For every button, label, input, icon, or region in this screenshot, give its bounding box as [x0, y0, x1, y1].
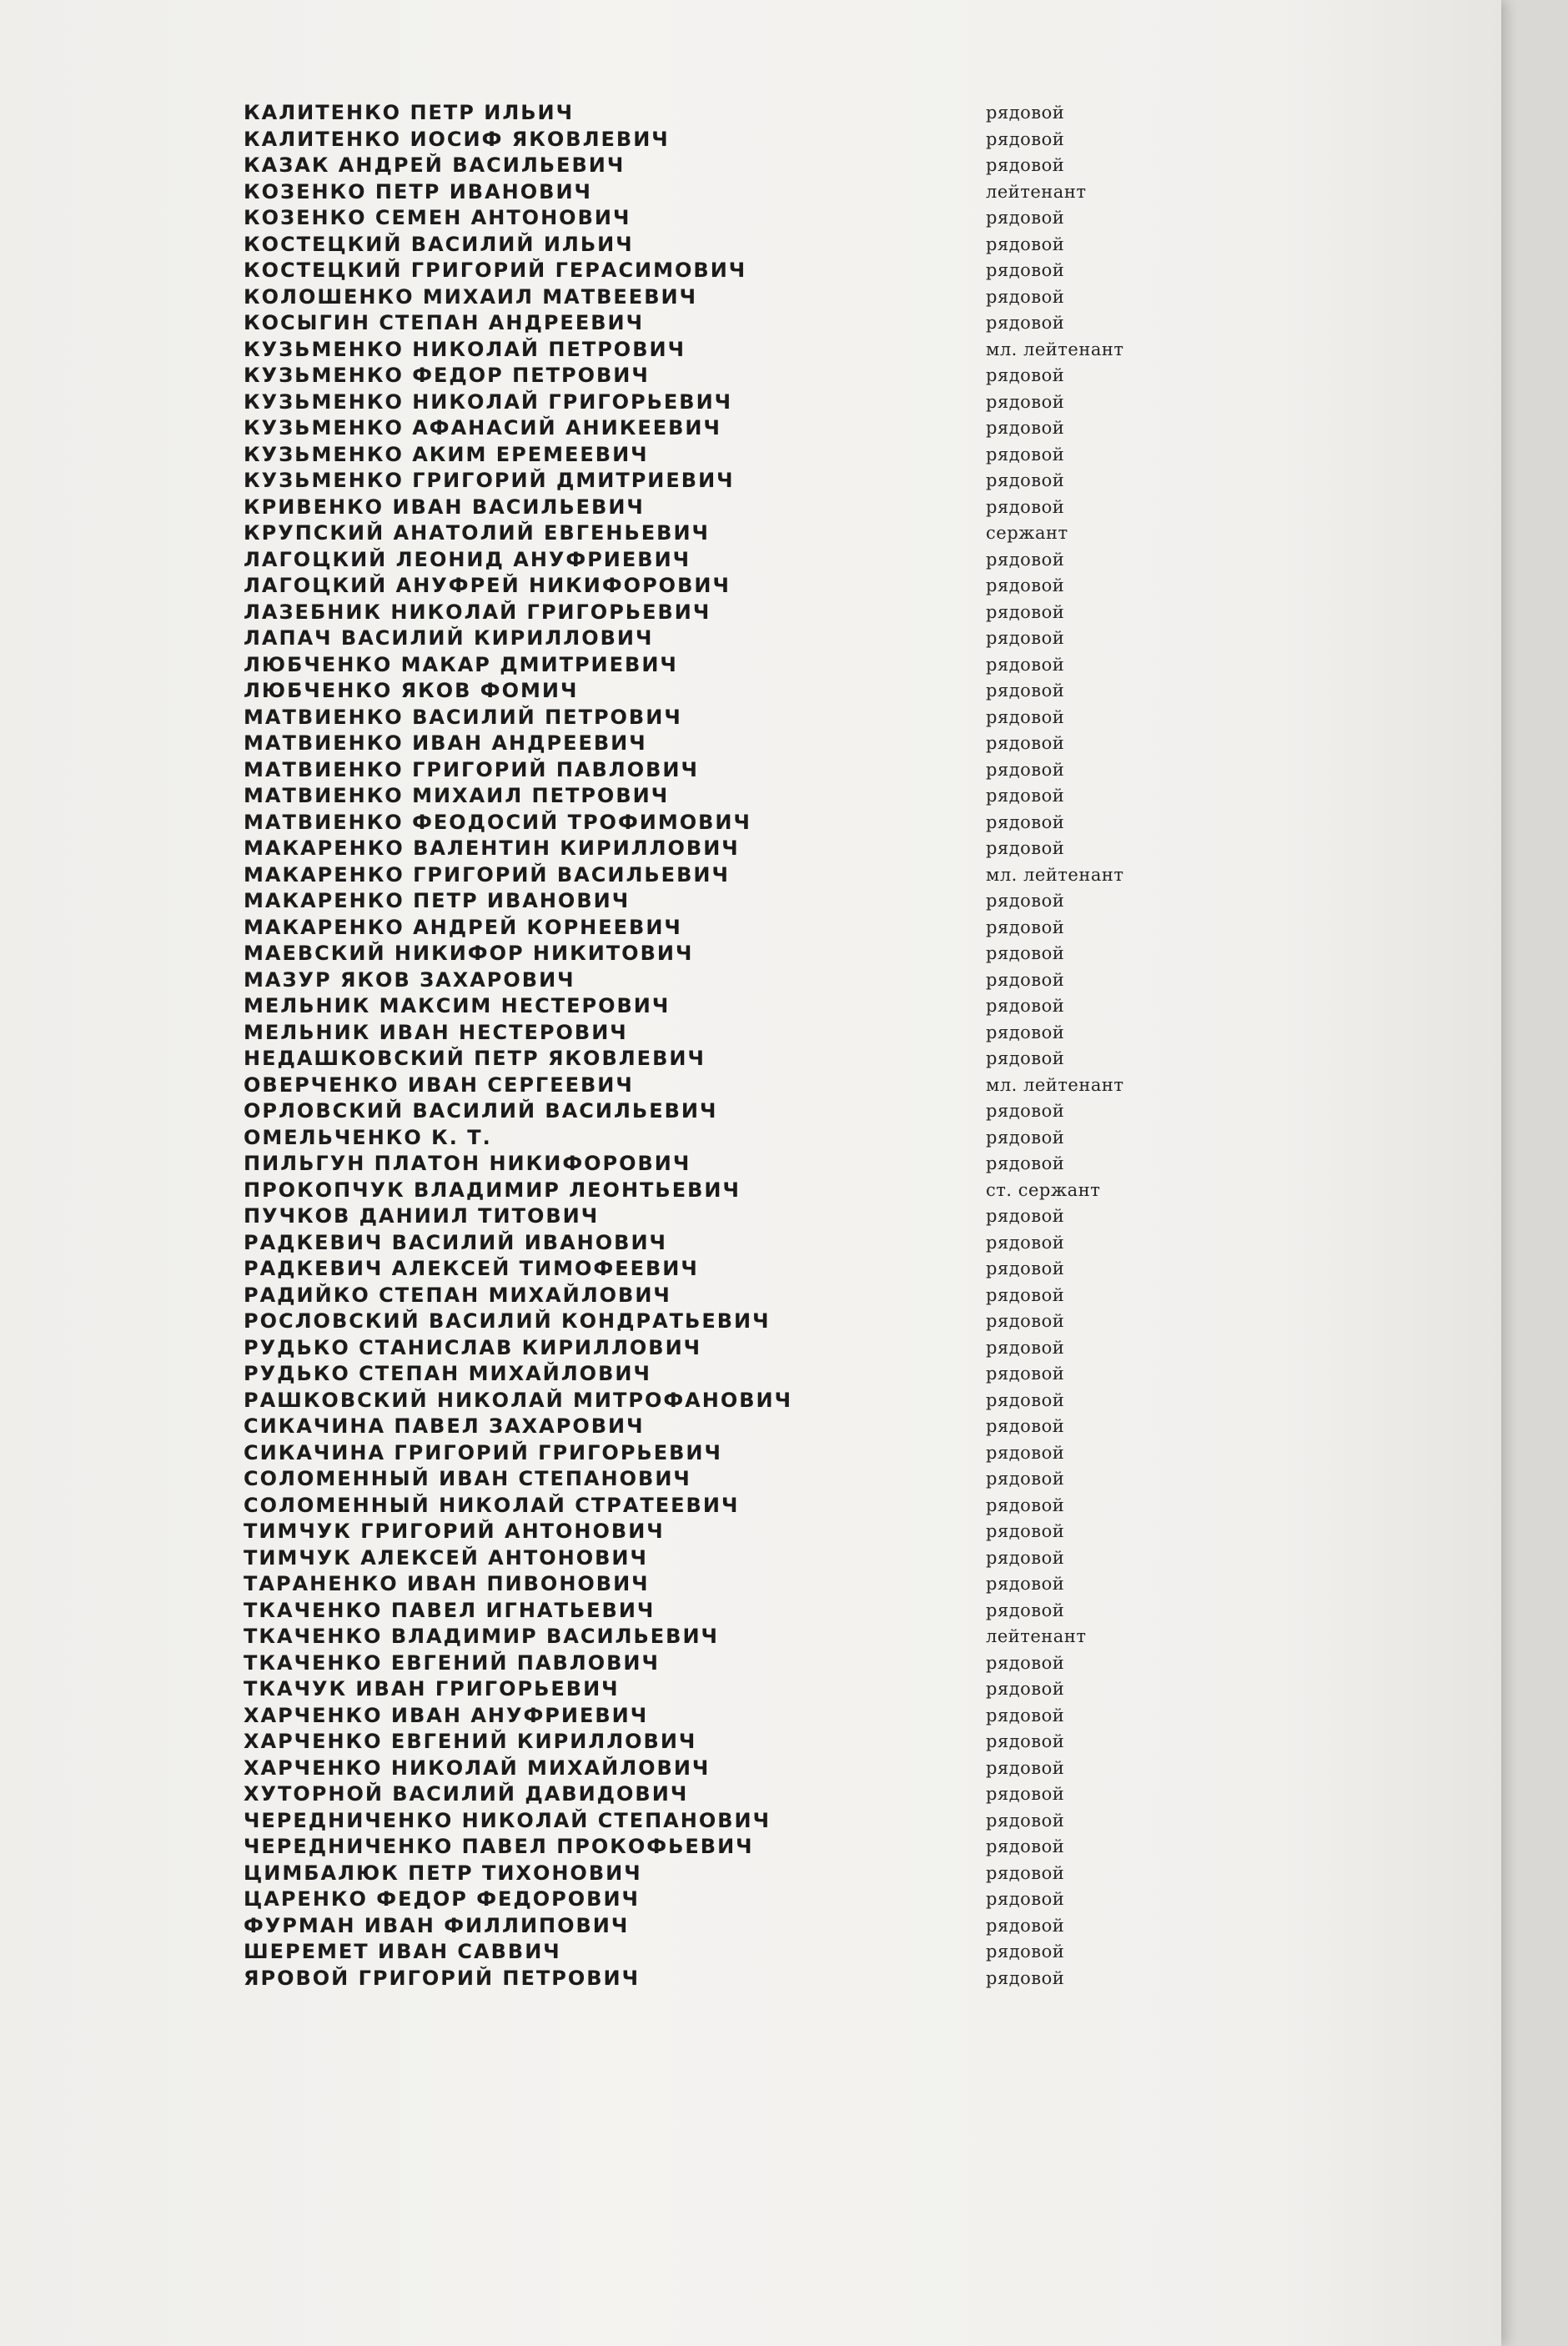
person-name: ТАРАНЕНКО ИВАН ПИВОНОВИЧ: [244, 1572, 650, 1595]
military-rank: рядовой: [986, 996, 1065, 1016]
military-rank: рядовой: [986, 1153, 1065, 1173]
person-name: ЧЕРЕДНИЧЕНКО ПАВЕЛ ПРОКОФЬЕВИЧ: [244, 1835, 754, 1858]
list-item: [244, 705, 1203, 731]
list-item: [244, 1861, 1203, 1887]
person-name: КОЗЕНКО ПЕТР ИВАНОВИЧ: [244, 179, 592, 203]
military-rank: рядовой: [986, 733, 1065, 753]
person-name: ТКАЧЕНКО ВЛАДИМИР ВАСИЛЬЕВИЧ: [244, 1625, 719, 1648]
military-rank: рядовой: [986, 601, 1065, 622]
list-item: [244, 1650, 1203, 1677]
military-rank: рядовой: [986, 1416, 1065, 1436]
military-rank: рядовой: [986, 1652, 1065, 1673]
military-rank: рядовой: [986, 1757, 1065, 1778]
military-rank: мл. лейтенант: [986, 339, 1124, 359]
military-rank: рядовой: [986, 1836, 1065, 1856]
military-rank: рядовой: [986, 1337, 1065, 1358]
military-rank: лейтенант: [986, 181, 1087, 202]
military-rank: рядовой: [986, 969, 1065, 990]
list-item: [244, 1571, 1203, 1598]
list-item: [244, 1283, 1203, 1309]
list-item: [244, 678, 1203, 705]
military-rank: рядовой: [986, 1495, 1065, 1515]
person-name: ЛАГОЦКИЙ АНУФРЕЙ НИКИФОРОВИЧ: [244, 574, 731, 597]
list-item: [244, 389, 1203, 416]
person-name: ОМЕЛЬЧЕНКО К. Т.: [244, 1125, 492, 1149]
military-rank: рядовой: [986, 418, 1065, 438]
person-name: ЛАПАЧ ВАСИЛИЙ КИРИЛЛОВИЧ: [244, 626, 654, 650]
list-item: [244, 1939, 1203, 1966]
military-rank: рядовой: [986, 1784, 1065, 1804]
person-name: СИКАЧИНА ГРИГОРИЙ ГРИГОРЬЕВИЧ: [244, 1440, 722, 1464]
list-item: [244, 1913, 1203, 1940]
person-name: ЛАЗЕБНИК НИКОЛАЙ ГРИГОРЬЕВИЧ: [244, 600, 711, 624]
military-rank: рядовой: [986, 1521, 1065, 1541]
list-item: [244, 1624, 1203, 1650]
list-item: [244, 783, 1203, 810]
person-name: КУЗЬМЕНКО ФЕДОР ПЕТРОВИЧ: [244, 364, 650, 387]
military-rank: рядовой: [986, 1442, 1065, 1463]
person-name: ПУЧКОВ ДАНИИЛ ТИТОВИЧ: [244, 1204, 600, 1228]
military-rank: ст. сержант: [986, 1179, 1101, 1200]
list-item: [244, 179, 1203, 206]
military-rank: рядовой: [986, 549, 1065, 570]
military-rank: рядовой: [986, 786, 1065, 806]
person-name: ШЕРЕМЕТ ИВАН САВВИЧ: [244, 1940, 561, 1963]
list-item: [244, 520, 1203, 547]
person-name: КОСТЕЦКИЙ ГРИГОРИЙ ГЕРАСИМОВИЧ: [244, 259, 747, 282]
person-name: КОСТЕЦКИЙ ВАСИЛИЙ ИЛЬИЧ: [244, 232, 634, 256]
person-name: СОЛОМЕННЫЙ ИВАН СТЕПАНОВИЧ: [244, 1467, 691, 1490]
list-item: [244, 967, 1203, 994]
military-rank: рядовой: [986, 1679, 1065, 1699]
military-rank: рядовой: [986, 654, 1065, 675]
person-name: ФУРМАН ИВАН ФИЛЛИПОВИЧ: [244, 1913, 630, 1937]
person-name: КУЗЬМЕНКО ГРИГОРИЙ ДМИТРИЕВИЧ: [244, 469, 735, 492]
list-item: [244, 547, 1203, 574]
military-rank: рядовой: [986, 811, 1065, 832]
person-name: КОЛОШЕНКО МИХАИЛ МАТВЕЕВИЧ: [244, 284, 697, 309]
names-list: [244, 100, 1203, 1992]
military-rank: рядовой: [986, 1364, 1065, 1384]
list-item: [244, 1125, 1203, 1152]
military-rank: рядовой: [986, 1574, 1065, 1594]
list-item: [244, 100, 1203, 127]
military-rank: рядовой: [986, 706, 1065, 727]
list-item: [244, 205, 1203, 232]
person-name: КУЗЬМЕНКО НИКОЛАЙ ПЕТРОВИЧ: [244, 337, 686, 361]
list-item: [244, 337, 1203, 364]
military-rank: рядовой: [986, 1810, 1065, 1831]
person-name: РАДКЕВИЧ ВАСИЛИЙ ИВАНОВИЧ: [244, 1230, 667, 1254]
list-item: [244, 1414, 1203, 1440]
military-rank: рядовой: [986, 759, 1065, 780]
list-item: [244, 415, 1203, 442]
list-item: [244, 1203, 1203, 1230]
military-rank: мл. лейтенант: [986, 864, 1124, 885]
list-item: [244, 652, 1203, 679]
person-name: МАКАРЕНКО ПЕТР ИВАНОВИЧ: [244, 889, 631, 912]
list-item: [244, 1886, 1203, 1913]
person-name: ОРЛОВСКИЙ ВАСИЛИЙ ВАСИЛЬЕВИЧ: [244, 1099, 718, 1123]
military-rank: рядовой: [986, 155, 1065, 175]
military-rank: рядовой: [986, 917, 1065, 937]
list-item: [244, 258, 1203, 284]
military-rank: рядовой: [986, 1048, 1065, 1068]
list-item: [244, 625, 1203, 652]
list-item: [244, 1361, 1203, 1388]
list-item: [244, 1703, 1203, 1730]
person-name: СИКАЧИНА ПАВЕЛ ЗАХАРОВИЧ: [244, 1414, 645, 1438]
list-item: [244, 1335, 1203, 1362]
person-name: РУДЬКО СТЕПАН МИХАЙЛОВИЧ: [244, 1362, 651, 1385]
list-item: [244, 1178, 1203, 1204]
military-rank: рядовой: [986, 103, 1065, 123]
person-name: ЛЮБЧЕНКО МАКАР ДМИТРИЕВИЧ: [244, 652, 678, 676]
person-name: ТКАЧЕНКО ЕВГЕНИЙ ПАВЛОВИЧ: [244, 1650, 660, 1675]
military-rank: рядовой: [986, 1547, 1065, 1568]
list-item: [244, 1676, 1203, 1703]
list-item: [244, 1256, 1203, 1283]
list-item: [244, 993, 1203, 1020]
person-name: КАЛИТЕНКО ПЕТР ИЛЬИЧ: [244, 101, 575, 124]
person-name: СОЛОМЕННЫЙ НИКОЛАЙ СТРАТЕЕВИЧ: [244, 1493, 740, 1517]
person-name: ЛАГОЦКИЙ ЛЕОНИД АНУФРИЕВИЧ: [244, 547, 691, 571]
military-rank: рядовой: [986, 1311, 1065, 1331]
person-name: МАКАРЕНКО ВАЛЕНТИН КИРИЛЛОВИЧ: [244, 836, 740, 860]
person-name: РАШКОВСКИЙ НИКОЛАЙ МИТРОФАНОВИЧ: [244, 1388, 792, 1412]
person-name: НЕДАШКОВСКИЙ ПЕТР ЯКОВЛЕВИЧ: [244, 1047, 706, 1070]
list-item: [244, 1519, 1203, 1545]
list-item: [244, 1781, 1203, 1808]
list-item: [244, 495, 1203, 521]
list-item: [244, 232, 1203, 259]
person-name: ОВЕРЧЕНКО ИВАН СЕРГЕЕВИЧ: [244, 1073, 634, 1097]
list-item: [244, 1545, 1203, 1572]
person-name: КОЗЕНКО СЕМЕН АНТОНОВИЧ: [244, 206, 631, 229]
military-rank: рядовой: [986, 1915, 1065, 1936]
list-item: [244, 573, 1203, 600]
person-name: ТИМЧУК ГРИГОРИЙ АНТОНОВИЧ: [244, 1520, 665, 1543]
military-rank: рядовой: [986, 391, 1065, 412]
list-item: [244, 153, 1203, 179]
military-rank: рядовой: [986, 1389, 1065, 1410]
person-name: РАДИЙКО СТЕПАН МИХАЙЛОВИЧ: [244, 1283, 671, 1307]
military-rank: рядовой: [986, 628, 1065, 648]
military-rank: лейтенант: [986, 1626, 1087, 1646]
person-name: ЧЕРЕДНИЧЕНКО НИКОЛАЙ СТЕПАНОВИЧ: [244, 1808, 771, 1832]
list-item: [244, 1756, 1203, 1782]
person-name: МАЗУР ЯКОВ ЗАХАРОВИЧ: [244, 967, 575, 992]
military-rank: рядовой: [986, 1967, 1065, 1988]
person-name: КОСЫГИН СТЕПАН АНДРЕЕВИЧ: [244, 311, 644, 334]
military-rank: рядовой: [986, 313, 1065, 333]
list-item: [244, 1151, 1203, 1178]
list-item: [244, 310, 1203, 337]
list-item: [244, 127, 1203, 153]
person-name: ХАРЧЕНКО ИВАН АНУФРИЕВИЧ: [244, 1703, 649, 1727]
military-rank: рядовой: [986, 575, 1065, 595]
military-rank: рядовой: [986, 128, 1065, 149]
military-rank: рядовой: [986, 1862, 1065, 1883]
military-rank: рядовой: [986, 1889, 1065, 1909]
list-item: [244, 363, 1203, 389]
list-item: [244, 1834, 1203, 1861]
military-rank: рядовой: [986, 444, 1065, 465]
military-rank: рядовой: [986, 1101, 1065, 1121]
person-name: ХАРЧЕНКО ЕВГЕНИЙ КИРИЛЛОВИЧ: [244, 1730, 697, 1753]
military-rank: рядовой: [986, 1206, 1065, 1226]
person-name: МЕЛЬНИК МАКСИМ НЕСТЕРОВИЧ: [244, 994, 671, 1017]
person-name: ХАРЧЕНКО НИКОЛАЙ МИХАЙЛОВИЧ: [244, 1756, 711, 1780]
list-item: [244, 1729, 1203, 1756]
person-name: МАТВИЕНКО ИВАН АНДРЕЕВИЧ: [244, 731, 647, 755]
military-rank: рядовой: [986, 1022, 1065, 1042]
person-name: ТКАЧЕНКО ПАВЕЛ ИГНАТЬЕВИЧ: [244, 1598, 656, 1622]
list-item: [244, 1466, 1203, 1493]
list-item: [244, 468, 1203, 495]
military-rank: сержант: [986, 523, 1068, 543]
military-rank: рядовой: [986, 1731, 1065, 1751]
person-name: МАТВИЕНКО ФЕОДОСИЙ ТРОФИМОВИЧ: [244, 810, 751, 834]
military-rank: рядовой: [986, 681, 1065, 701]
person-name: КУЗЬМЕНКО НИКОЛАЙ ГРИГОРЬЕВИЧ: [244, 389, 733, 414]
person-name: МАКАРЕНКО АНДРЕЙ КОРНЕЕВИЧ: [244, 915, 682, 939]
person-name: КУЗЬМЕНКО АКИМ ЕРЕМЕЕВИЧ: [244, 442, 649, 466]
person-name: МАТВИЕНКО ГРИГОРИЙ ПАВЛОВИЧ: [244, 757, 699, 781]
person-name: КАЗАК АНДРЕЙ ВАСИЛЬЕВИЧ: [244, 153, 626, 177]
person-name: РУДЬКО СТАНИСЛАВ КИРИЛЛОВИЧ: [244, 1335, 702, 1359]
military-rank: рядовой: [986, 470, 1065, 490]
person-name: МАКАРЕНКО ГРИГОРИЙ ВАСИЛЬЕВИЧ: [244, 862, 730, 887]
military-rank: рядовой: [986, 1942, 1065, 1962]
list-item: [244, 1388, 1203, 1414]
list-item: [244, 1966, 1203, 1992]
person-name: КАЛИТЕНКО ИОСИФ ЯКОВЛЕВИЧ: [244, 127, 670, 151]
list-item: [244, 915, 1203, 942]
list-item: [244, 731, 1203, 757]
person-name: ЛЮБЧЕНКО ЯКОВ ФОМИЧ: [244, 679, 579, 702]
person-name: ЦАРЕНКО ФЕДОР ФЕДОРОВИЧ: [244, 1887, 640, 1911]
military-rank: рядовой: [986, 1600, 1065, 1620]
military-rank: рядовой: [986, 365, 1065, 385]
person-name: РОСЛОВСКИЙ ВАСИЛИЙ КОНДРАТЬЕВИЧ: [244, 1309, 771, 1333]
military-rank: рядовой: [986, 1284, 1065, 1305]
person-name: КУЗЬМЕНКО АФАНАСИЙ АНИКЕЕВИЧ: [244, 416, 721, 440]
person-name: ЯРОВОЙ ГРИГОРИЙ ПЕТРОВИЧ: [244, 1966, 641, 1990]
person-name: КРУПСКИЙ АНАТОЛИЙ ЕВГЕНЬЕВИЧ: [244, 521, 710, 545]
list-item: [244, 1073, 1203, 1099]
list-item: [244, 442, 1203, 469]
military-rank: рядовой: [986, 496, 1065, 517]
military-rank: рядовой: [986, 1127, 1065, 1148]
list-item: [244, 1309, 1203, 1335]
list-item: [244, 836, 1203, 862]
list-item: [244, 1098, 1203, 1125]
list-item: [244, 888, 1203, 915]
person-name: МАТВИЕНКО ВАСИЛИЙ ПЕТРОВИЧ: [244, 705, 682, 729]
list-item: [244, 757, 1203, 784]
list-item: [244, 1046, 1203, 1073]
military-rank: рядовой: [986, 1705, 1065, 1726]
person-name: РАДКЕВИЧ АЛЕКСЕЙ ТИМОФЕЕВИЧ: [244, 1257, 699, 1280]
list-item: [244, 1598, 1203, 1625]
military-rank: рядовой: [986, 234, 1065, 254]
person-name: ПИЛЬГУН ПЛАТОН НИКИФОРОВИЧ: [244, 1152, 691, 1175]
military-rank: рядовой: [986, 260, 1065, 280]
person-name: ТКАЧУК ИВАН ГРИГОРЬЕВИЧ: [244, 1677, 620, 1700]
military-rank: рядовой: [986, 838, 1065, 858]
list-item: [244, 1808, 1203, 1835]
military-rank: рядовой: [986, 943, 1065, 963]
list-item: [244, 284, 1203, 311]
military-rank: рядовой: [986, 1469, 1065, 1489]
person-name: МАТВИЕНКО МИХАИЛ ПЕТРОВИЧ: [244, 784, 670, 807]
military-rank: рядовой: [986, 208, 1065, 228]
person-name: ЦИМБАЛЮК ПЕТР ТИХОНОВИЧ: [244, 1861, 642, 1885]
person-name: МАЕВСКИЙ НИКИФОР НИКИТОВИЧ: [244, 942, 694, 965]
person-name: ПРОКОПЧУК ВЛАДИМИР ЛЕОНТЬЕВИЧ: [244, 1178, 741, 1202]
list-item: [244, 1230, 1203, 1257]
military-rank: рядовой: [986, 286, 1065, 307]
military-rank: рядовой: [986, 1232, 1065, 1253]
person-name: ТИМЧУК АЛЕКСЕЙ АНТОНОВИЧ: [244, 1545, 648, 1570]
person-name: КРИВЕНКО ИВАН ВАСИЛЬЕВИЧ: [244, 495, 645, 519]
list-item: [244, 941, 1203, 967]
person-name: ХУТОРНОЙ ВАСИЛИЙ ДАВИДОВИЧ: [244, 1782, 689, 1806]
list-item: [244, 1440, 1203, 1467]
military-rank: рядовой: [986, 891, 1065, 911]
military-rank: рядовой: [986, 1258, 1065, 1278]
person-name: МЕЛЬНИК ИВАН НЕСТЕРОВИЧ: [244, 1020, 628, 1044]
list-item: [244, 600, 1203, 626]
military-rank: мл. лейтенант: [986, 1074, 1124, 1095]
list-item: [244, 862, 1203, 889]
list-item: [244, 1020, 1203, 1047]
list-item: [244, 810, 1203, 836]
list-item: [244, 1493, 1203, 1520]
